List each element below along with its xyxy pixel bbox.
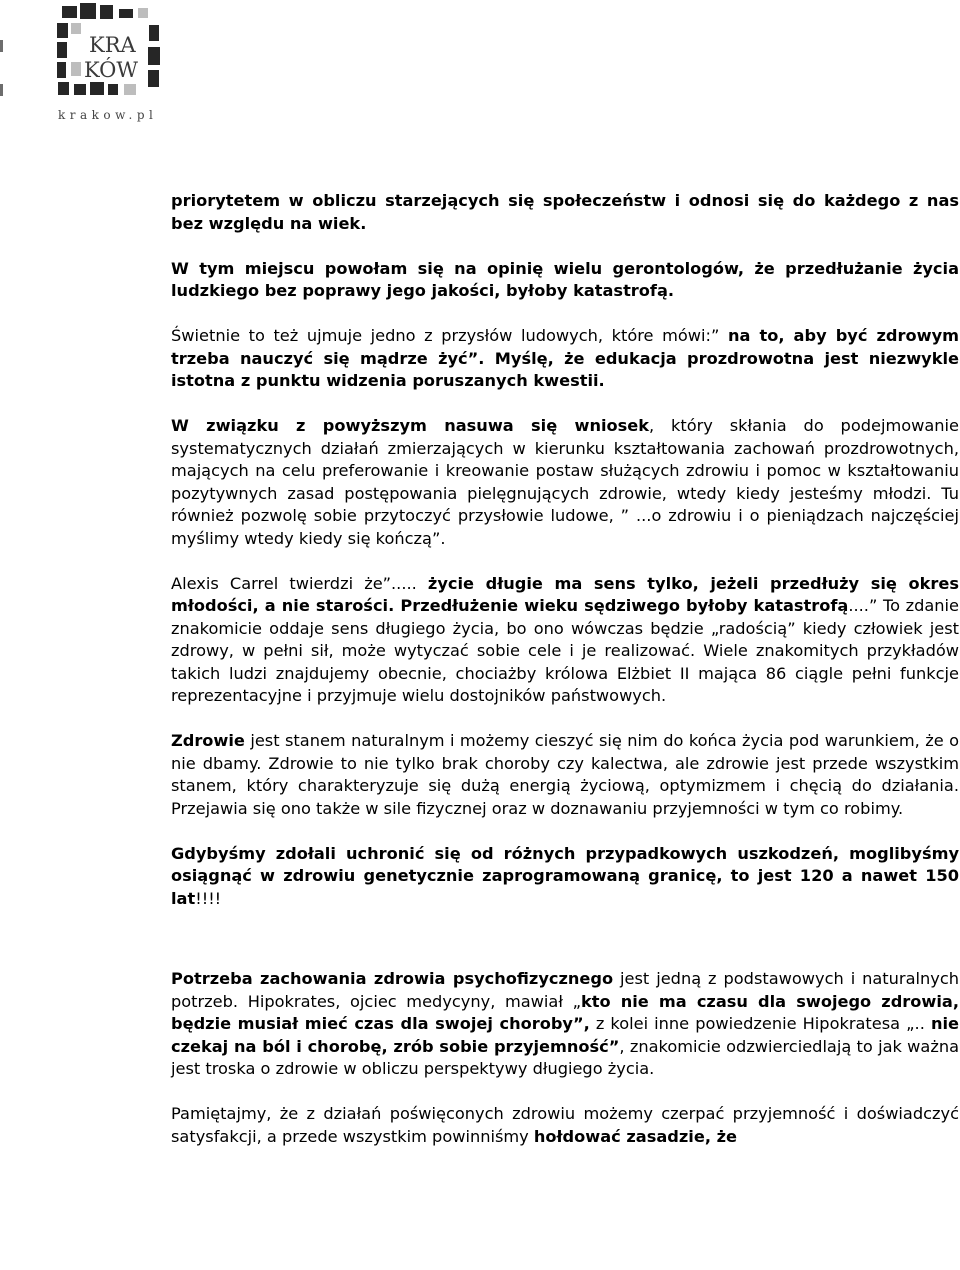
paragraph-3-intro: Świetnie to też ujmuje jedno z przysłów ludowych, które mówi:” (171, 326, 728, 345)
paragraph-7 (171, 843, 959, 911)
paragraph-7-exclaim: !!!! (195, 888, 222, 908)
paragraph-6-text: jest stanem naturalnym i możemy cieszyć się nim do końca życia pod warunkiem, że o nie dbamy. Zdrowie to nie tylko brak choroby czy kalectwa, ale zdrowie jest przede wszystkim stanem, który charakteryzuje się dużą energią życiową, optymizmem i chęcią do działania. Przejawia się ono także w sile fizycznej oraz w doznawaniu przyjemności w tym co robimy. (171, 731, 959, 818)
paragraph-8-text-2: z kolei inne powiedzenie Hipokratesa „.. (589, 1014, 931, 1033)
paragraph-3-bold: na to, aby być zdrowym trzeba nauczyć się mądrze żyć”. Myślę, że edukacja prozdrowotna jest niezwykle istotna z punktu widzenia poruszanych kwestii. (171, 326, 959, 390)
paragraph-2: W tym miejscu powołam się na opinię wielu gerontologów, że przedłużanie życia ludzkiego bez poprawy jego jakości, byłoby katastrofą. (171, 258, 959, 300)
logo-text-line1: KRA (89, 33, 136, 57)
paragraph-4-text: , który skłania do podejmowanie systematycznych działań zmierzających w kierunku kształtowania zachowań prozdrowotnych, mających na celu preferowanie i kreowanie postaw służących zdrowiu i pomoc w kształtowaniu pozytywnych zasad postępowania pielęgnujących zdrowie, wtedy kiedy jesteśmy młodzi. Tu również pozwolę sobie przytoczyć przysłowie ludowe, ” ...o zdrowiu i o pieniądzach najczęściej myślimy wtedy kiedy się kończą”. (171, 416, 960, 548)
paragraph-8 (171, 968, 959, 1081)
paragraph-7-bold: Gdybyśmy zdołali uchronić się od różnych przypadkowych uszkodzeń, moglibyśmy osiągnąć w zdrowiu genetycznie zaprogramowaną granicę, to jest 120 a nawet 150 lat (171, 843, 959, 908)
paragraph-5 (171, 573, 959, 708)
paragraph-5-intro: Alexis Carrel twierdzi że”..... (171, 573, 428, 593)
paragraph-6 (171, 730, 959, 820)
paragraph-6-bold: Zdrowie (171, 731, 245, 750)
document-body (171, 190, 959, 1171)
paragraph-8-text-3: , znakomicie odzwierciedlają to jak ważna jest troska o zdrowie w obliczu perspektywy długiego życia. (171, 1036, 960, 1078)
edge-mark-bottom (0, 84, 3, 96)
paragraph-8-text-1: jest jedną z podstawowych i naturalnych potrzeb. Hipokrates, ojciec medycyny, mawiał „ (171, 969, 959, 1011)
paragraph-8-quote-2: nie czekaj na ból i chorobę, zrób sobie przyjemność” (171, 1014, 959, 1056)
paragraph-9 (171, 1103, 959, 1148)
krakow-logo (44, 0, 168, 126)
logo-text-line2: KÓW (84, 58, 138, 82)
paragraph-1: priorytetem w obliczu starzejących się społeczeństw i odnosi się do każdego z nas bez względu na wiek. (171, 191, 959, 233)
paragraph-5-quote: życie długie ma sens tylko, jeżeli przedłuży się okres młodości, a nie starości. Przedłużenie wieku sędziwego byłoby katastrofą (171, 573, 959, 615)
paragraph-3 (171, 325, 959, 393)
paragraph-8-bold-heading: Potrzeba zachowania zdrowia psychofizycznego (171, 969, 614, 988)
paragraph-4 (171, 415, 959, 550)
paragraph-8-quote-1: kto nie ma czasu dla swojego zdrowia, będzie musiał mieć czas dla swojej choroby”, (171, 991, 959, 1033)
edge-mark-top (0, 40, 3, 52)
paragraph-5-text: ....” To zdanie znakomicie oddaje sens długiego życia, bo ono wówczas będzie „radością” kiedy człowiek jest zdrowy, w pełni sił, może wytyczać sobie cele i je realizować. Wiele znakomitych przykładów takich ludzi znajdujemy obecnie, chociażby królowa Elżbiet II mająca 86 ciągle pełni funkcje reprezentacyjne i przyjmuje wielu dostojników państwowych. (171, 596, 959, 705)
paragraph-4-bold: W związku z powyższym nasuwa się wniosek (171, 416, 650, 435)
paragraph-9-bold: hołdować zasadzie, że (533, 1126, 738, 1146)
logo-url: krakow.pl (58, 108, 158, 122)
paragraph-9-text: Pamiętajmy, że z działań poświęconych zdrowiu możemy czerpać przyjemność i doświadczyć satysfakcji, a przede wszystkim powinniśmy (171, 1104, 959, 1146)
